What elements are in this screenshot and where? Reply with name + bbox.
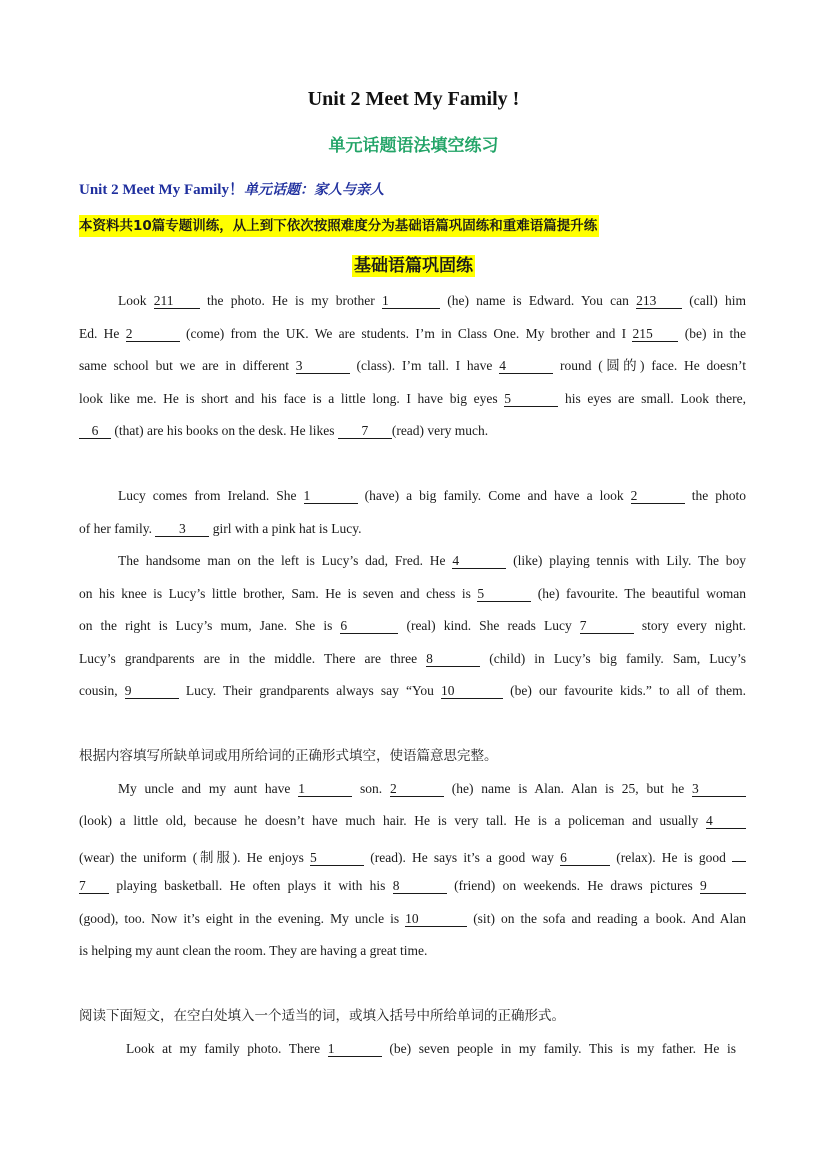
text: (he) name is Edward. You can xyxy=(447,293,629,308)
text-line xyxy=(126,1041,736,1057)
answer-blank: 2 xyxy=(126,326,180,342)
text: of her family. xyxy=(79,521,152,536)
answer-blank: 7 xyxy=(79,878,109,894)
text-line xyxy=(118,781,746,797)
answer-blank: 8 xyxy=(393,878,447,894)
text: his eyes are small. Look there, xyxy=(564,391,746,406)
text: cousin, xyxy=(79,683,118,698)
text: (look) a little old, because he doesn’t have much hair. He is very tall. He is a policeman and usually xyxy=(79,813,699,828)
text: (sit) on the sofa and reading a book. And Alan xyxy=(473,911,747,926)
text-line xyxy=(79,813,746,829)
section-heading xyxy=(0,251,827,276)
text-line xyxy=(79,358,746,374)
text: on the right is Lucy’s mum, Jane. She is xyxy=(79,618,333,633)
answer-blank: 5 xyxy=(477,586,531,602)
topic-english: Unit 2 Meet My Family！ xyxy=(79,182,244,198)
answer-blank: 1 xyxy=(298,781,352,797)
answer-blank: 9 xyxy=(125,683,179,699)
unit-topic xyxy=(79,178,384,199)
text-line xyxy=(79,846,746,866)
answer-blank: 5 xyxy=(310,850,364,866)
text-line xyxy=(79,521,746,537)
text-line xyxy=(79,683,746,699)
topic-chinese: 单元话题：家人与亲人 xyxy=(243,182,384,198)
text-line: is helping my aunt clean the room. They are having a great time. xyxy=(79,943,428,958)
text: (real) kind. She reads Lucy xyxy=(406,618,572,633)
answer-blank: 2 xyxy=(390,781,444,797)
text-line xyxy=(79,651,746,667)
section-heading-text: 基础语篇巩固练 xyxy=(354,256,473,276)
text-line xyxy=(79,423,746,439)
answer-blank: 1 xyxy=(382,293,440,309)
answer-blank: 3 xyxy=(296,358,350,374)
text: round (圆的) face. He doesn’t xyxy=(560,358,747,373)
answer-blank: 215 xyxy=(632,326,678,342)
text-line xyxy=(79,911,746,927)
text: (friend) on weekends. He draws pictures xyxy=(454,878,693,893)
text-line xyxy=(79,878,746,894)
answer-blank: 10 xyxy=(441,683,503,699)
text: (he) favourite. The beautiful woman xyxy=(537,586,747,601)
text: (be) in the xyxy=(684,326,747,341)
text-line xyxy=(79,326,746,342)
text: (have) a big family. Come and have a look xyxy=(364,488,624,503)
answer-blank: 6 xyxy=(560,850,610,866)
text-line xyxy=(118,293,746,309)
answer-blank: 1 xyxy=(328,1041,382,1057)
answer-blank: 7 xyxy=(580,618,634,634)
text: son. xyxy=(360,781,383,796)
text: (be) seven people in my family. This is my father. He is xyxy=(389,1041,737,1056)
answer-blank: 3 xyxy=(692,781,746,797)
answer-blank: 9 xyxy=(700,878,746,894)
text: (class). I’m tall. I have xyxy=(356,358,493,373)
page-title: Unit 2 Meet My Family ! xyxy=(307,88,520,110)
text: (like) playing tennis with Lily. The boy xyxy=(513,553,747,568)
text: look like me. He is short and his face is a little long. I have big eyes xyxy=(79,391,498,406)
text: same school but we are in different xyxy=(79,358,289,373)
answer-blank: 213 xyxy=(636,293,682,309)
highlighted-note: 本资料共10篇专题训练，从上到下依次按照难度分为基础语篇巩固练和重难语篇提升练 xyxy=(79,215,599,237)
text: Look at my family photo. There xyxy=(126,1041,321,1056)
text-line xyxy=(79,391,746,407)
answer-blank: 5 xyxy=(504,391,558,407)
answer-blank: 4 xyxy=(706,813,746,829)
text: (call) him xyxy=(689,293,747,308)
text: (relax). He is good xyxy=(616,850,726,865)
text-line xyxy=(79,618,746,634)
answer-blank: 10 xyxy=(405,911,467,927)
text: on his knee is Lucy’s little brother, Sam. He is seven and chess is xyxy=(79,586,471,601)
text: My uncle and my aunt have xyxy=(118,781,291,796)
instruction-text: 阅读下面短文，在空白处填入一个适当的词，或填入括号中所给单词的正确形式。 xyxy=(79,1008,565,1024)
answer-blank: 7 xyxy=(338,423,392,439)
text-line xyxy=(118,553,746,569)
text: the photo. He is my brother xyxy=(206,293,375,308)
answer-blank: 4 xyxy=(499,358,553,374)
text-line xyxy=(118,488,746,504)
instruction-text: 根据内容填写所缺单词或用所给词的正确形式填空，使语篇意思完整。 xyxy=(79,748,498,764)
answer-blank: 3 xyxy=(155,521,209,537)
text: Lucy. Their grandparents always say “You xyxy=(185,683,434,698)
answer-blank: 2 xyxy=(631,488,685,504)
answer-blank: 8 xyxy=(426,651,480,667)
text: story every night. xyxy=(641,618,747,633)
text-line xyxy=(79,586,746,602)
text: (that) are his books on the desk. He likes xyxy=(114,423,335,438)
text: The handsome man on the left is Lucy’s dad, Fred. He xyxy=(118,553,446,568)
text: (read). He says it’s a good way xyxy=(370,850,554,865)
text: (good), too. Now it’s eight in the evening. My uncle is xyxy=(79,911,400,926)
answer-blank: 1 xyxy=(304,488,358,504)
text: the photo xyxy=(691,488,747,503)
page-subtitle: 单元话题语法填空练习 xyxy=(328,136,499,156)
text: Lucy comes from Ireland. She xyxy=(118,488,297,503)
text: playing basketball. He often plays it with his xyxy=(116,878,386,893)
answer-blank: 211 xyxy=(154,293,200,309)
text: Lucy’s grandparents are in the middle. There are three xyxy=(79,651,418,666)
text: Ed. He xyxy=(79,326,120,341)
text: (come) from the UK. We are students. I’m in Class One. My brother and I xyxy=(186,326,627,341)
text: (wear) the uniform (制服). He enjoys xyxy=(79,850,304,865)
text: Look xyxy=(118,293,147,308)
text: (read) very much. xyxy=(391,423,489,438)
answer-blank xyxy=(732,846,746,862)
text: (child) in Lucy’s big family. Sam, Lucy’s xyxy=(489,651,747,666)
text: (he) name is Alan. Alan is 25, but he xyxy=(451,781,685,796)
answer-blank: 6 xyxy=(79,423,111,439)
answer-blank: 6 xyxy=(340,618,398,634)
answer-blank: 4 xyxy=(452,553,506,569)
text: (be) our favourite kids.” to all of them. xyxy=(510,683,747,698)
text: girl with a pink hat is Lucy. xyxy=(212,521,362,536)
